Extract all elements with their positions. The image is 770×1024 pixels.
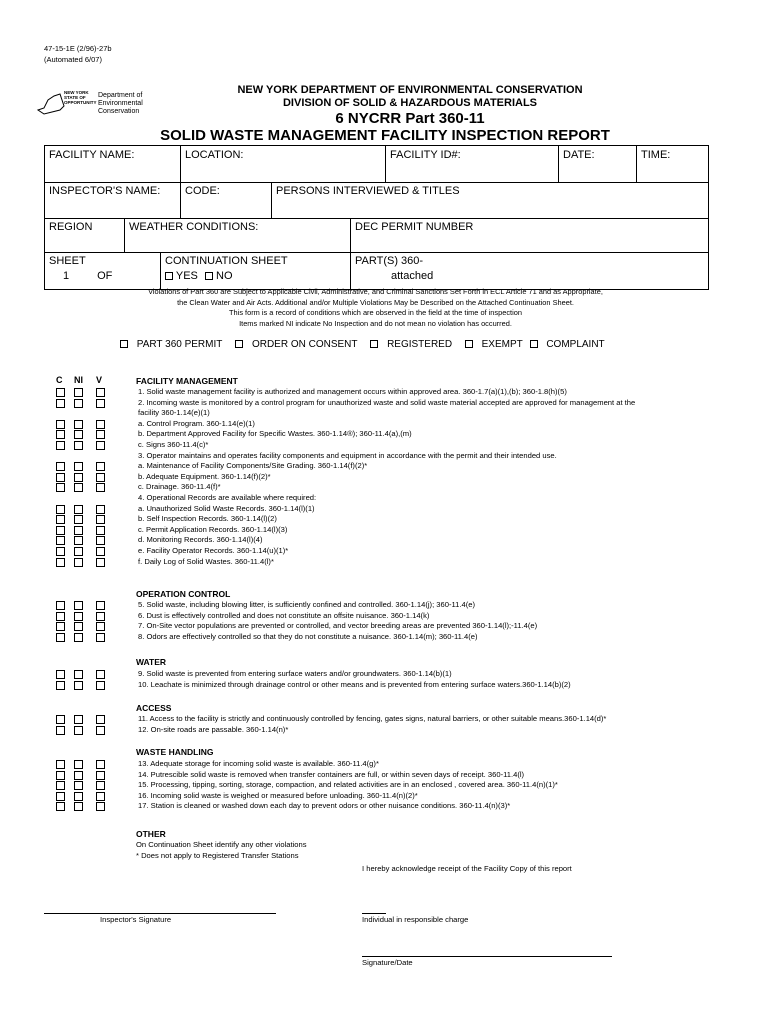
not-inspected-checkbox[interactable] xyxy=(74,760,83,769)
type-part360-checkbox[interactable] xyxy=(120,340,128,348)
continuation-field: CONTINUATION SHEET YES NO xyxy=(161,252,351,289)
section-other-title: OTHER xyxy=(136,829,166,839)
not-inspected-checkbox[interactable] xyxy=(74,792,83,801)
facility-id-field[interactable]: FACILITY ID#: xyxy=(386,146,559,182)
type-part360-label: PART 360 PERMIT xyxy=(136,339,223,350)
not-inspected-checkbox[interactable] xyxy=(74,526,83,535)
violation-checkbox[interactable] xyxy=(96,505,105,514)
violation-checkbox[interactable] xyxy=(96,483,105,492)
compliance-checkbox[interactable] xyxy=(56,505,65,514)
compliance-checkbox[interactable] xyxy=(56,462,65,471)
not-inspected-checkbox[interactable] xyxy=(74,781,83,790)
violation-checkbox[interactable] xyxy=(96,526,105,535)
compliance-checkbox[interactable] xyxy=(56,715,65,724)
sheet-field[interactable]: SHEET 1 OF xyxy=(45,252,161,289)
violation-checkbox[interactable] xyxy=(96,726,105,735)
not-inspected-checkbox[interactable] xyxy=(74,726,83,735)
section-access-title: ACCESS xyxy=(136,703,172,713)
compliance-checkbox[interactable] xyxy=(56,526,65,535)
ny-state-map-icon xyxy=(36,90,66,120)
logo-text: NEW YORK STATE OF OPPORTUNITY xyxy=(64,90,97,105)
not-inspected-checkbox[interactable] xyxy=(74,622,83,631)
violation-checkbox[interactable] xyxy=(96,430,105,439)
facility-name-field[interactable]: FACILITY NAME: xyxy=(45,146,181,182)
not-inspected-checkbox[interactable] xyxy=(74,515,83,524)
compliance-checkbox[interactable] xyxy=(56,388,65,397)
not-inspected-checkbox[interactable] xyxy=(74,441,83,450)
violation-checkbox[interactable] xyxy=(96,792,105,801)
report-title: SOLID WASTE MANAGEMENT FACILITY INSPECTION REPORT xyxy=(160,127,610,144)
violation-checkbox[interactable] xyxy=(96,622,105,631)
type-exempt-checkbox[interactable] xyxy=(465,340,473,348)
violation-checkbox[interactable] xyxy=(96,515,105,524)
not-inspected-checkbox[interactable] xyxy=(74,473,83,482)
type-consent-label: ORDER ON CONSENT xyxy=(251,339,358,350)
code-field[interactable]: CODE: xyxy=(181,182,272,218)
grid-row-4 xyxy=(45,252,708,289)
signature-date-line[interactable] xyxy=(362,956,612,957)
permit-number-field[interactable]: DEC PERMIT NUMBER xyxy=(355,221,474,233)
facility-type-options xyxy=(120,339,605,350)
compliance-checkbox[interactable] xyxy=(56,781,65,790)
compliance-checkbox[interactable] xyxy=(56,558,65,567)
col-not-inspected: NI xyxy=(74,375,83,385)
region-field[interactable]: REGION xyxy=(45,218,125,252)
not-inspected-checkbox[interactable] xyxy=(74,802,83,811)
not-inspected-checkbox[interactable] xyxy=(74,462,83,471)
individual-label: Individual in responsible charge xyxy=(362,915,469,924)
automated-note: (Automated 6/07) xyxy=(44,55,102,64)
not-inspected-checkbox[interactable] xyxy=(74,399,83,408)
type-consent-checkbox[interactable] xyxy=(235,340,243,348)
logo-dept: Department of Environmental Conservation xyxy=(98,92,143,115)
violation-checkbox[interactable] xyxy=(96,547,105,556)
violation-checkbox[interactable] xyxy=(96,399,105,408)
compliance-checkbox[interactable] xyxy=(56,612,65,621)
violation-checkbox[interactable] xyxy=(96,715,105,724)
not-inspected-checkbox[interactable] xyxy=(74,633,83,642)
acknowledge-text: I hereby acknowledge receipt of the Facility Copy of this report xyxy=(362,864,572,873)
not-inspected-checkbox[interactable] xyxy=(74,558,83,567)
violation-checkbox[interactable] xyxy=(96,536,105,545)
violation-checkbox[interactable] xyxy=(96,420,105,429)
col-compliance: C xyxy=(56,375,63,385)
regulation: 6 NYCRR Part 360-11 xyxy=(335,110,485,127)
violation-checkbox[interactable] xyxy=(96,670,105,679)
location-field[interactable]: LOCATION: xyxy=(181,146,386,182)
weather-field[interactable]: WEATHER CONDITIONS: xyxy=(125,218,351,252)
compliance-checkbox[interactable] xyxy=(56,420,65,429)
compliance-checkbox[interactable] xyxy=(56,473,65,482)
violation-checkbox[interactable] xyxy=(96,601,105,610)
violation-checkbox[interactable] xyxy=(96,558,105,567)
compliance-checkbox[interactable] xyxy=(56,726,65,735)
compliance-checkbox[interactable] xyxy=(56,547,65,556)
grid-row-1 xyxy=(45,146,708,183)
not-inspected-checkbox[interactable] xyxy=(74,681,83,690)
grid-row-2 xyxy=(45,182,708,219)
type-registered-label: REGISTERED xyxy=(387,339,453,350)
compliance-checkbox[interactable] xyxy=(56,430,65,439)
compliance-checkbox[interactable] xyxy=(56,802,65,811)
type-complaint-label: COMPLAINT xyxy=(546,339,605,350)
section-facility-items: 1. Solid waste management facility is authorized and management occurs within approved area. 360-1.7(a)(1),(b); 360-1.8(h)(5) 2. Incoming waste is monitored by a control program for unauthorized waste and solid waste material accepted are approved for management at the facility 360-1.14(e)(1) a. Control Program. 360-1.14(e)(1) b. Department Approved Facility for Specific Wastes. 360-1.14®); 360-11.4(a),(m) c. Signs 360-11.4(c)* 3. Operator maintains and operates facility components and equipment in accordance with the permit and their intended use. a. Maintenance of Facility Components/Site Grading. 360-1.14(f)(2)* b. Adequate Equipment. 360-1.14(f)(2)* c. Drainage. 360-11.4(f)* 4. Operational Records are available where required: a. Unauthorized Solid Waste Records. 360-1.14(l)(1) b. Self Inspection Records. 360-1.14(l)(2) c. Permit Application Records. 360-1.14(l)(3) d. Monitoring Records. 360-1.14(l)(4) e. Facility Operator Records. 360-1.14(u)(1)* f. Daily Log of Solid Wastes. 360-11.4(l)* xyxy=(138,387,636,566)
division-name: DIVISION OF SOLID & HAZARDOUS MATERIALS xyxy=(282,97,538,109)
section-operation-items: 5. Solid waste, including blowing litter, is sufficiently confined and controlled. 360-1.14(j); 360-11.4(e) 6. Dust is effectively controlled and does not constitute an offsite nuisance. 360-1.14(k) 7. On-Site vector populations are prevented or controlled, and vector breeding areas are prevented 360-1.14(l);-11.4(e) 8. Odors are effectively controlled so that they do not constitute a nuisance. 360-1.14(m); 360-11.4(e) xyxy=(138,600,538,641)
not-inspected-checkbox[interactable] xyxy=(74,670,83,679)
not-inspected-checkbox[interactable] xyxy=(74,420,83,429)
violation-checkbox[interactable] xyxy=(96,633,105,642)
continuation-no-checkbox[interactable] xyxy=(205,272,213,280)
not-inspected-checkbox[interactable] xyxy=(74,536,83,545)
signature-date-label: Signature/Date xyxy=(362,958,413,967)
not-inspected-checkbox[interactable] xyxy=(74,715,83,724)
compliance-checkbox[interactable] xyxy=(56,760,65,769)
violation-checkbox[interactable] xyxy=(96,760,105,769)
parts-field[interactable]: PART(S) 360- attached xyxy=(355,255,434,282)
time-field[interactable]: TIME: xyxy=(641,149,671,161)
header-grid xyxy=(44,145,709,290)
not-inspected-checkbox[interactable] xyxy=(74,547,83,556)
compliance-checkbox[interactable] xyxy=(56,670,65,679)
violation-checkbox[interactable] xyxy=(96,388,105,397)
compliance-checkbox[interactable] xyxy=(56,633,65,642)
violation-checkbox[interactable] xyxy=(96,441,105,450)
violation-checkbox[interactable] xyxy=(96,681,105,690)
col-violation: V xyxy=(96,375,103,385)
violation-checkbox[interactable] xyxy=(96,462,105,471)
persons-field[interactable]: PERSONS INTERVIEWED & TITLES xyxy=(276,185,460,197)
not-inspected-checkbox[interactable] xyxy=(74,430,83,439)
not-inspected-checkbox[interactable] xyxy=(74,601,83,610)
violation-notes: Violations of Part 360 are Subject to Applicable Civil, Administrative, and Criminal Sanctions Set Forth in ECL Article 71 and as Appropriate, the Clean Water and Air Acts. Additional and/or Multiple Violations May be Described on the Attached Continuation Sheet. This form is a record of conditions which are observed in the field at the time of inspection Items marked NI indicate No Inspection and do not mean no violation has occurred. xyxy=(148,287,603,328)
compliance-checkbox[interactable] xyxy=(56,601,65,610)
compliance-checkbox[interactable] xyxy=(56,399,65,408)
section-handling-title: WASTE HANDLING xyxy=(136,747,214,757)
grid-row-3 xyxy=(45,218,708,253)
violation-checkbox[interactable] xyxy=(96,612,105,621)
dec-logo xyxy=(36,88,156,122)
section-other-items: On Continuation Sheet identify any other violations * Does not apply to Registered Transfer Stations xyxy=(136,840,307,860)
form-code: 47-15-1E (2/96)-27b xyxy=(44,44,112,53)
not-inspected-checkbox[interactable] xyxy=(74,612,83,621)
not-inspected-checkbox[interactable] xyxy=(74,483,83,492)
compliance-checkbox[interactable] xyxy=(56,681,65,690)
type-complaint-checkbox[interactable] xyxy=(530,340,538,348)
compliance-checkbox[interactable] xyxy=(56,792,65,801)
date-field[interactable]: DATE: xyxy=(559,146,637,182)
inspector-signature-label: Inspector's Signature xyxy=(100,915,172,924)
inspector-signature-line[interactable] xyxy=(44,913,276,914)
type-registered-checkbox[interactable] xyxy=(370,340,378,348)
violation-checkbox[interactable] xyxy=(96,771,105,780)
section-access-items: 11. Access to the facility is strictly and continuously controlled by fencing, gates signs, natural barriers, or other suitable means.360-1.14(d)* 12. On-site roads are passable. 360-1.14(n)* xyxy=(138,714,607,734)
inspector-name-field[interactable]: INSPECTOR'S NAME: xyxy=(45,182,181,218)
section-operation-title: OPERATION CONTROL xyxy=(136,589,231,599)
compliance-checkbox[interactable] xyxy=(56,515,65,524)
violation-checkbox[interactable] xyxy=(96,802,105,811)
type-exempt-label: EXEMPT xyxy=(481,339,523,350)
agency-name: NEW YORK DEPARTMENT OF ENVIRONMENTAL CONSERVATION xyxy=(237,84,583,96)
not-inspected-checkbox[interactable] xyxy=(74,771,83,780)
compliance-checkbox[interactable] xyxy=(56,441,65,450)
compliance-checkbox[interactable] xyxy=(56,483,65,492)
not-inspected-checkbox[interactable] xyxy=(74,505,83,514)
section-water-items: 9. Solid waste is prevented from entering surface waters and/or groundwaters. 360-1.14(b)(1) 10. Leachate is minimized through drainage control or other means and is prevented from entering surface waters.360-1.14(b)(2) xyxy=(138,669,571,689)
violation-checkbox[interactable] xyxy=(96,473,105,482)
continuation-yes-checkbox[interactable] xyxy=(165,272,173,280)
section-facility-title: FACILITY MANAGEMENT xyxy=(136,376,238,386)
compliance-checkbox[interactable] xyxy=(56,771,65,780)
violation-checkbox[interactable] xyxy=(96,781,105,790)
compliance-checkbox[interactable] xyxy=(56,536,65,545)
not-inspected-checkbox[interactable] xyxy=(74,388,83,397)
section-water-title: WATER xyxy=(136,657,167,667)
compliance-checkbox[interactable] xyxy=(56,622,65,631)
section-handling-items: 13. Adequate storage for incoming solid waste is available. 360-11.4(g)* 14. Putrescible solid waste is removed when transfer containers are full, or within seven days of receipt. 360-11.4(l) 15. Processing, tipping, sorting, storage, compaction, and related activities are in an enclosed , covered area. 360-11.4(n)(1)* 16. Incoming solid waste is weighed or measured before unloading. 360-11.4(n)(2)* 17. Station is cleaned or washed down each day to prevent odors or other nuisance conditions. 360-11.4(n)(3)* xyxy=(138,759,558,811)
individual-signature-line[interactable] xyxy=(362,913,386,914)
